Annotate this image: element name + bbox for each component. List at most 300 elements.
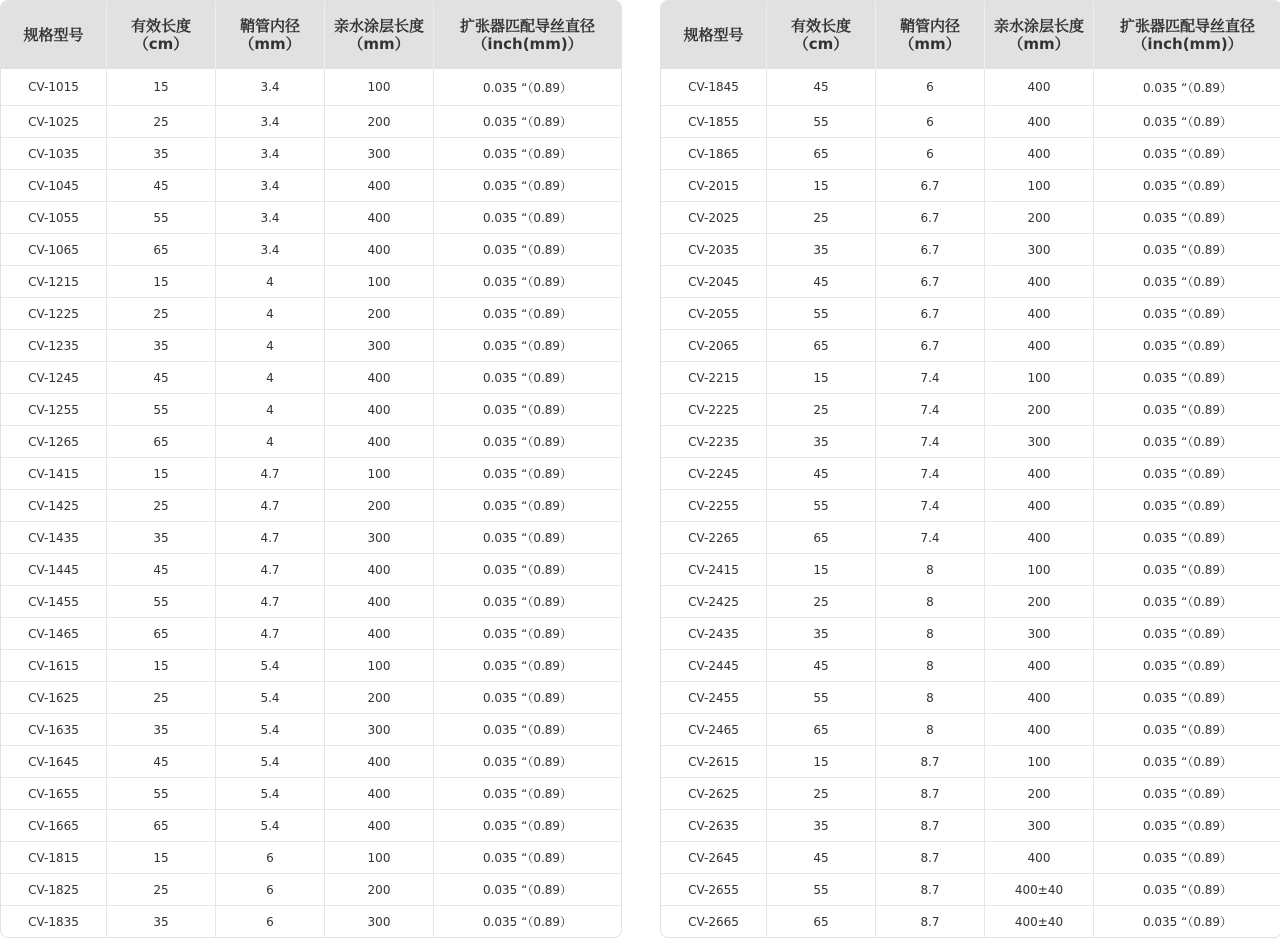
- cell-effective-length: 45: [107, 169, 216, 201]
- header-sheath-inner-diameter: [216, 1, 325, 69]
- cell-effective-length: 15: [107, 649, 216, 681]
- cell-sheath-inner-diameter: 8: [876, 681, 985, 713]
- table-row: [661, 233, 1280, 265]
- cell-model: CV-2415: [661, 553, 767, 585]
- table-row: [1, 201, 621, 233]
- cell-sheath-inner-diameter: 6: [876, 69, 985, 105]
- cell-model: CV-2255: [661, 489, 767, 521]
- cell-guidewire-diameter: 0.035 “（0.89）: [434, 905, 621, 937]
- cell-effective-length: 65: [767, 137, 876, 169]
- table-body-right: [661, 69, 1280, 937]
- cell-guidewire-diameter: 0.035 “（0.89）: [1094, 297, 1280, 329]
- cell-coating-length: 400: [325, 233, 434, 265]
- table-row: [1, 585, 621, 617]
- cell-sheath-inner-diameter: 3.4: [216, 201, 325, 233]
- cell-model: CV-1255: [1, 393, 107, 425]
- cell-effective-length: 55: [767, 489, 876, 521]
- cell-coating-length: 400: [985, 841, 1094, 873]
- cell-sheath-inner-diameter: 6: [876, 105, 985, 137]
- cell-effective-length: 25: [107, 873, 216, 905]
- cell-model: CV-1415: [1, 457, 107, 489]
- cell-model: CV-1835: [1, 905, 107, 937]
- cell-sheath-inner-diameter: 8.7: [876, 905, 985, 937]
- cell-coating-length: 100: [325, 649, 434, 681]
- cell-guidewire-diameter: 0.035 “（0.89）: [434, 521, 621, 553]
- cell-effective-length: 35: [767, 425, 876, 457]
- cell-guidewire-diameter: 0.035 “（0.89）: [1094, 905, 1280, 937]
- table-header-row: [661, 1, 1280, 69]
- cell-effective-length: 45: [767, 649, 876, 681]
- cell-sheath-inner-diameter: 6.7: [876, 169, 985, 201]
- cell-guidewire-diameter: 0.035 “（0.89）: [1094, 649, 1280, 681]
- cell-effective-length: 25: [107, 105, 216, 137]
- table-row: [1, 617, 621, 649]
- cell-model: CV-2425: [661, 585, 767, 617]
- cell-guidewire-diameter: 0.035 “（0.89）: [434, 489, 621, 521]
- cell-model: CV-1435: [1, 521, 107, 553]
- table-row: [1, 329, 621, 361]
- header-unit: （inch(mm)）: [472, 35, 583, 53]
- cell-effective-length: 65: [767, 713, 876, 745]
- cell-guidewire-diameter: 0.035 “（0.89）: [1094, 841, 1280, 873]
- cell-guidewire-diameter: 0.035 “（0.89）: [434, 745, 621, 777]
- cell-sheath-inner-diameter: 3.4: [216, 69, 325, 105]
- cell-guidewire-diameter: 0.035 “（0.89）: [1094, 713, 1280, 745]
- cell-coating-length: 400: [325, 361, 434, 393]
- cell-model: CV-1245: [1, 361, 107, 393]
- cell-effective-length: 55: [767, 681, 876, 713]
- cell-effective-length: 25: [767, 585, 876, 617]
- cell-coating-length: 200: [325, 297, 434, 329]
- header-label: 扩张器匹配导丝直径: [459, 17, 595, 35]
- cell-sheath-inner-diameter: 5.4: [216, 649, 325, 681]
- header-label: 亲水涂层长度: [993, 17, 1084, 35]
- cell-model: CV-2245: [661, 457, 767, 489]
- table-row: [661, 361, 1280, 393]
- table-row: [661, 169, 1280, 201]
- table-row: [661, 329, 1280, 361]
- cell-sheath-inner-diameter: 5.4: [216, 745, 325, 777]
- header-effective-length: [107, 1, 216, 69]
- cell-model: CV-1615: [1, 649, 107, 681]
- table-row: [1, 169, 621, 201]
- cell-guidewire-diameter: 0.035 “（0.89）: [1094, 585, 1280, 617]
- cell-sheath-inner-diameter: 4: [216, 297, 325, 329]
- cell-model: CV-1455: [1, 585, 107, 617]
- cell-model: CV-1445: [1, 553, 107, 585]
- table-row: [1, 841, 621, 873]
- header-dilator-guidewire-diameter: [434, 1, 621, 69]
- cell-model: CV-1235: [1, 329, 107, 361]
- cell-coating-length: 300: [325, 329, 434, 361]
- cell-effective-length: 55: [107, 585, 216, 617]
- cell-model: CV-2265: [661, 521, 767, 553]
- cell-effective-length: 35: [107, 713, 216, 745]
- cell-coating-length: 300: [325, 905, 434, 937]
- cell-guidewire-diameter: 0.035 “（0.89）: [434, 233, 621, 265]
- cell-model: CV-2615: [661, 745, 767, 777]
- cell-model: CV-1665: [1, 809, 107, 841]
- cell-sheath-inner-diameter: 8: [876, 585, 985, 617]
- cell-sheath-inner-diameter: 7.4: [876, 361, 985, 393]
- cell-sheath-inner-diameter: 7.4: [876, 393, 985, 425]
- cell-model: CV-1425: [1, 489, 107, 521]
- cell-coating-length: 400: [325, 201, 434, 233]
- cell-effective-length: 45: [767, 69, 876, 105]
- cell-effective-length: 65: [767, 521, 876, 553]
- cell-sheath-inner-diameter: 8.7: [876, 745, 985, 777]
- cell-sheath-inner-diameter: 8: [876, 553, 985, 585]
- table-row: [661, 201, 1280, 233]
- header-dilator-guidewire-diameter: [1094, 1, 1280, 69]
- cell-coating-length: 200: [325, 105, 434, 137]
- cell-effective-length: 35: [767, 617, 876, 649]
- table-row: [661, 489, 1280, 521]
- cell-effective-length: 55: [767, 105, 876, 137]
- table-row: [1, 69, 621, 105]
- cell-sheath-inner-diameter: 8: [876, 649, 985, 681]
- cell-coating-length: 400: [325, 617, 434, 649]
- cell-guidewire-diameter: 0.035 “（0.89）: [434, 297, 621, 329]
- cell-guidewire-diameter: 0.035 “（0.89）: [434, 425, 621, 457]
- cell-coating-length: 300: [985, 809, 1094, 841]
- cell-coating-length: 200: [985, 585, 1094, 617]
- table-row: [661, 137, 1280, 169]
- cell-coating-length: 100: [325, 457, 434, 489]
- cell-model: CV-1825: [1, 873, 107, 905]
- table-row: [1, 873, 621, 905]
- cell-effective-length: 55: [107, 201, 216, 233]
- table-row: [661, 425, 1280, 457]
- table-row: [1, 777, 621, 809]
- cell-coating-length: 300: [985, 425, 1094, 457]
- table-row: [1, 425, 621, 457]
- cell-model: CV-2035: [661, 233, 767, 265]
- table-row: [661, 777, 1280, 809]
- cell-effective-length: 15: [107, 265, 216, 297]
- table-row: [1, 393, 621, 425]
- table-row: [661, 905, 1280, 937]
- cell-model: CV-2435: [661, 617, 767, 649]
- cell-sheath-inner-diameter: 4: [216, 329, 325, 361]
- header-effective-length: [767, 1, 876, 69]
- table-row: [661, 105, 1280, 137]
- cell-sheath-inner-diameter: 4.7: [216, 585, 325, 617]
- table-row: [1, 649, 621, 681]
- header-label: 鞘管内径: [899, 17, 960, 35]
- cell-model: CV-1655: [1, 777, 107, 809]
- cell-model: CV-2025: [661, 201, 767, 233]
- cell-effective-length: 15: [107, 69, 216, 105]
- cell-coating-length: 400: [985, 457, 1094, 489]
- cell-effective-length: 15: [767, 553, 876, 585]
- cell-model: CV-2015: [661, 169, 767, 201]
- cell-sheath-inner-diameter: 4: [216, 265, 325, 297]
- table-row: [661, 713, 1280, 745]
- cell-model: CV-1015: [1, 69, 107, 105]
- cell-effective-length: 35: [107, 137, 216, 169]
- cell-sheath-inner-diameter: 5.4: [216, 681, 325, 713]
- header-model: [661, 1, 767, 69]
- cell-coating-length: 200: [325, 681, 434, 713]
- cell-sheath-inner-diameter: 4.7: [216, 489, 325, 521]
- table-row: [661, 553, 1280, 585]
- table-row: [1, 361, 621, 393]
- table-row: [661, 521, 1280, 553]
- cell-coating-length: 300: [325, 713, 434, 745]
- cell-model: CV-2635: [661, 809, 767, 841]
- cell-sheath-inner-diameter: 7.4: [876, 457, 985, 489]
- cell-effective-length: 65: [107, 617, 216, 649]
- cell-guidewire-diameter: 0.035 “（0.89）: [434, 553, 621, 585]
- cell-effective-length: 45: [767, 841, 876, 873]
- table-row: [661, 297, 1280, 329]
- cell-sheath-inner-diameter: 7.4: [876, 425, 985, 457]
- cell-coating-length: 400: [325, 393, 434, 425]
- cell-sheath-inner-diameter: 6: [216, 841, 325, 873]
- cell-coating-length: 100: [985, 169, 1094, 201]
- cell-coating-length: 100: [985, 745, 1094, 777]
- cell-coating-length: 400±40: [985, 905, 1094, 937]
- cell-sheath-inner-diameter: 6: [216, 905, 325, 937]
- table-row: [1, 233, 621, 265]
- cell-effective-length: 15: [767, 745, 876, 777]
- cell-sheath-inner-diameter: 4.7: [216, 617, 325, 649]
- cell-sheath-inner-diameter: 4: [216, 393, 325, 425]
- cell-guidewire-diameter: 0.035 “（0.89）: [434, 329, 621, 361]
- cell-model: CV-2665: [661, 905, 767, 937]
- cell-model: CV-1055: [1, 201, 107, 233]
- cell-coating-length: 400: [985, 297, 1094, 329]
- cell-model: CV-2625: [661, 777, 767, 809]
- cell-effective-length: 35: [107, 329, 216, 361]
- cell-coating-length: 400±40: [985, 873, 1094, 905]
- cell-guidewire-diameter: 0.035 “（0.89）: [434, 137, 621, 169]
- cell-guidewire-diameter: 0.035 “（0.89）: [434, 617, 621, 649]
- cell-effective-length: 65: [767, 329, 876, 361]
- table-row: [661, 585, 1280, 617]
- cell-guidewire-diameter: 0.035 “（0.89）: [1094, 521, 1280, 553]
- cell-effective-length: 65: [107, 233, 216, 265]
- cell-guidewire-diameter: 0.035 “（0.89）: [1094, 201, 1280, 233]
- cell-coating-length: 300: [325, 137, 434, 169]
- cell-guidewire-diameter: 0.035 “（0.89）: [1094, 425, 1280, 457]
- cell-coating-length: 400: [985, 105, 1094, 137]
- cell-coating-length: 400: [985, 137, 1094, 169]
- cell-effective-length: 25: [767, 393, 876, 425]
- cell-sheath-inner-diameter: 4: [216, 361, 325, 393]
- header-unit: （mm）: [1008, 35, 1070, 53]
- cell-coating-length: 400: [325, 745, 434, 777]
- table-row: [1, 809, 621, 841]
- header-sheath-inner-diameter: [876, 1, 985, 69]
- header-unit: （cm）: [133, 35, 189, 53]
- cell-effective-length: 35: [767, 233, 876, 265]
- cell-coating-length: 400: [985, 489, 1094, 521]
- table-row: [661, 841, 1280, 873]
- cell-guidewire-diameter: 0.035 “（0.89）: [434, 265, 621, 297]
- cell-effective-length: 35: [767, 809, 876, 841]
- cell-effective-length: 45: [767, 457, 876, 489]
- cell-model: CV-1265: [1, 425, 107, 457]
- cell-effective-length: 15: [767, 361, 876, 393]
- cell-guidewire-diameter: 0.035 “（0.89）: [434, 809, 621, 841]
- table-row: [1, 521, 621, 553]
- table-row: [1, 105, 621, 137]
- cell-sheath-inner-diameter: 4: [216, 425, 325, 457]
- header-label: 扩张器匹配导丝直径: [1119, 17, 1255, 35]
- cell-coating-length: 300: [325, 521, 434, 553]
- cell-model: CV-1465: [1, 617, 107, 649]
- table-row: [661, 745, 1280, 777]
- cell-effective-length: 15: [107, 457, 216, 489]
- cell-guidewire-diameter: 0.035 “（0.89）: [434, 201, 621, 233]
- header-unit: （cm）: [793, 35, 849, 53]
- cell-model: CV-1865: [661, 137, 767, 169]
- table-row: [661, 69, 1280, 105]
- cell-effective-length: 15: [107, 841, 216, 873]
- cell-effective-length: 45: [767, 265, 876, 297]
- spec-table-right: [660, 0, 1280, 938]
- cell-sheath-inner-diameter: 5.4: [216, 809, 325, 841]
- cell-model: CV-2225: [661, 393, 767, 425]
- cell-effective-length: 25: [107, 681, 216, 713]
- cell-guidewire-diameter: 0.035 “（0.89）: [434, 649, 621, 681]
- cell-sheath-inner-diameter: 7.4: [876, 521, 985, 553]
- cell-effective-length: 65: [107, 425, 216, 457]
- cell-model: CV-2065: [661, 329, 767, 361]
- cell-guidewire-diameter: 0.035 “（0.89）: [1094, 617, 1280, 649]
- table-row: [661, 873, 1280, 905]
- cell-guidewire-diameter: 0.035 “（0.89）: [1094, 105, 1280, 137]
- cell-guidewire-diameter: 0.035 “（0.89）: [1094, 873, 1280, 905]
- cell-model: CV-1855: [661, 105, 767, 137]
- cell-sheath-inner-diameter: 3.4: [216, 233, 325, 265]
- table-row: [1, 905, 621, 937]
- cell-effective-length: 25: [107, 489, 216, 521]
- cell-sheath-inner-diameter: 4.7: [216, 457, 325, 489]
- table-row: [661, 681, 1280, 713]
- header-label: 有效长度: [790, 17, 851, 35]
- cell-model: CV-1035: [1, 137, 107, 169]
- cell-coating-length: 400: [985, 521, 1094, 553]
- cell-guidewire-diameter: 0.035 “（0.89）: [434, 457, 621, 489]
- cell-coating-length: 400: [985, 681, 1094, 713]
- cell-sheath-inner-diameter: 3.4: [216, 137, 325, 169]
- cell-model: CV-1215: [1, 265, 107, 297]
- cell-coating-length: 200: [985, 777, 1094, 809]
- cell-guidewire-diameter: 0.035 “（0.89）: [434, 105, 621, 137]
- cell-effective-length: 55: [107, 777, 216, 809]
- header-unit: （mm）: [899, 35, 961, 53]
- cell-effective-length: 65: [767, 905, 876, 937]
- cell-coating-length: 100: [325, 841, 434, 873]
- cell-guidewire-diameter: 0.035 “（0.89）: [434, 777, 621, 809]
- cell-guidewire-diameter: 0.035 “（0.89）: [434, 585, 621, 617]
- header-unit: （inch(mm)）: [1132, 35, 1243, 53]
- cell-sheath-inner-diameter: 8: [876, 617, 985, 649]
- table-row: [1, 745, 621, 777]
- cell-coating-length: 400: [325, 425, 434, 457]
- header-label: 鞘管内径: [239, 17, 300, 35]
- cell-effective-length: 45: [107, 745, 216, 777]
- table-body-left: [1, 69, 621, 937]
- cell-model: CV-2055: [661, 297, 767, 329]
- cell-guidewire-diameter: 0.035 “（0.89）: [1094, 329, 1280, 361]
- cell-guidewire-diameter: 0.035 “（0.89）: [1094, 553, 1280, 585]
- cell-model: CV-1025: [1, 105, 107, 137]
- cell-coating-length: 400: [325, 553, 434, 585]
- cell-model: CV-2045: [661, 265, 767, 297]
- cell-coating-length: 400: [985, 69, 1094, 105]
- cell-model: CV-1845: [661, 69, 767, 105]
- cell-coating-length: 400: [985, 265, 1094, 297]
- cell-guidewire-diameter: 0.035 “（0.89）: [1094, 777, 1280, 809]
- header-unit: （mm）: [239, 35, 301, 53]
- cell-effective-length: 25: [767, 777, 876, 809]
- cell-model: CV-1065: [1, 233, 107, 265]
- cell-effective-length: 55: [107, 393, 216, 425]
- cell-guidewire-diameter: 0.035 “（0.89）: [1094, 265, 1280, 297]
- cell-effective-length: 55: [767, 873, 876, 905]
- cell-sheath-inner-diameter: 5.4: [216, 777, 325, 809]
- cell-coating-length: 100: [325, 69, 434, 105]
- cell-guidewire-diameter: 0.035 “（0.89）: [1094, 457, 1280, 489]
- table-row: [1, 265, 621, 297]
- header-label: 亲水涂层长度: [333, 17, 424, 35]
- cell-sheath-inner-diameter: 3.4: [216, 169, 325, 201]
- cell-coating-length: 300: [985, 233, 1094, 265]
- cell-effective-length: 55: [767, 297, 876, 329]
- cell-model: CV-1225: [1, 297, 107, 329]
- cell-effective-length: 45: [107, 553, 216, 585]
- cell-coating-length: 300: [985, 617, 1094, 649]
- cell-sheath-inner-diameter: 6: [876, 137, 985, 169]
- cell-effective-length: 65: [107, 809, 216, 841]
- cell-model: CV-2455: [661, 681, 767, 713]
- cell-coating-length: 400: [985, 329, 1094, 361]
- table-row: [1, 681, 621, 713]
- cell-sheath-inner-diameter: 6.7: [876, 329, 985, 361]
- cell-sheath-inner-diameter: 8: [876, 713, 985, 745]
- table-row: [1, 553, 621, 585]
- cell-sheath-inner-diameter: 4.7: [216, 521, 325, 553]
- cell-guidewire-diameter: 0.035 “（0.89）: [1094, 393, 1280, 425]
- cell-guidewire-diameter: 0.035 “（0.89）: [434, 873, 621, 905]
- cell-guidewire-diameter: 0.035 “（0.89）: [1094, 489, 1280, 521]
- cell-guidewire-diameter: 0.035 “（0.89）: [1094, 681, 1280, 713]
- cell-effective-length: 25: [107, 297, 216, 329]
- cell-coating-length: 400: [325, 585, 434, 617]
- cell-sheath-inner-diameter: 8.7: [876, 809, 985, 841]
- cell-sheath-inner-diameter: 6.7: [876, 233, 985, 265]
- cell-model: CV-2215: [661, 361, 767, 393]
- cell-coating-length: 100: [985, 553, 1094, 585]
- header-hydrophilic-coating-length: [985, 1, 1094, 69]
- header-label: 规格型号: [23, 26, 84, 44]
- cell-sheath-inner-diameter: 6: [216, 873, 325, 905]
- cell-sheath-inner-diameter: 6.7: [876, 265, 985, 297]
- cell-model: CV-2645: [661, 841, 767, 873]
- cell-coating-length: 200: [325, 873, 434, 905]
- cell-guidewire-diameter: 0.035 “（0.89）: [1142, 80, 1233, 95]
- cell-coating-length: 400: [325, 777, 434, 809]
- cell-sheath-inner-diameter: 6.7: [876, 297, 985, 329]
- cell-sheath-inner-diameter: 8.7: [876, 873, 985, 905]
- header-label: 有效长度: [130, 17, 191, 35]
- table-row: [1, 137, 621, 169]
- cell-effective-length: 35: [107, 905, 216, 937]
